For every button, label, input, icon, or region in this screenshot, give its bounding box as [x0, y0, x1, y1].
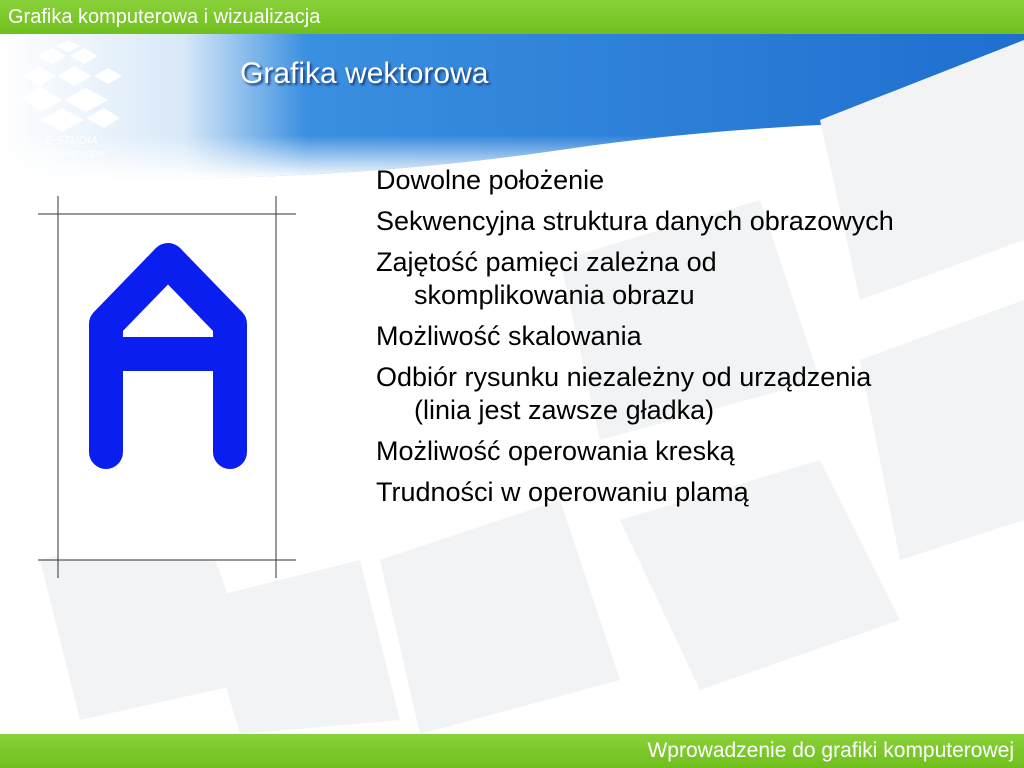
- bullet-item: [376, 361, 996, 427]
- course-title: Grafika komputerowa i wizualizacja: [8, 6, 321, 28]
- bullet-item: [376, 476, 996, 509]
- tiled-diamond-logo-icon: [12, 38, 132, 163]
- bullet-text-continued: (linia jest zawsze gładka): [414, 395, 715, 425]
- bullet-text: Dowolne położenie: [376, 165, 605, 195]
- top-bar: [0, 0, 1024, 34]
- bullet-list: [376, 164, 996, 517]
- footer-subtitle: Wprowadzenie do grafiki komputerowej: [647, 739, 1014, 762]
- bullet-text: Możliwość skalowania: [376, 321, 642, 351]
- bullet-item: [376, 320, 996, 353]
- slide-title: Grafika wektorowa: [240, 57, 489, 90]
- bullet-text-continued: skomplikowania obrazu: [414, 280, 695, 310]
- bullet-item: [376, 435, 996, 468]
- bullet-text: Zajętość pamięci zależna od: [376, 247, 717, 277]
- bullet-item: [376, 164, 996, 197]
- bullet-text: Odbiór rysunku niezależny od urządzenia: [376, 362, 872, 392]
- logo-line2: INFORMATYCZNE: [37, 150, 107, 159]
- vector-letter-figure: [38, 196, 300, 578]
- bullet-item: [376, 205, 996, 238]
- bottom-bar: [0, 734, 1024, 768]
- bullet-text: Sekwencyjna struktura danych obrazowych: [376, 206, 894, 236]
- bullet-text: Trudności w operowaniu plamą: [376, 477, 749, 507]
- logo-line1: E-STUDIA: [46, 134, 98, 147]
- bullet-text: Możliwość operowania kreską: [376, 436, 735, 466]
- bullet-item: [376, 246, 996, 312]
